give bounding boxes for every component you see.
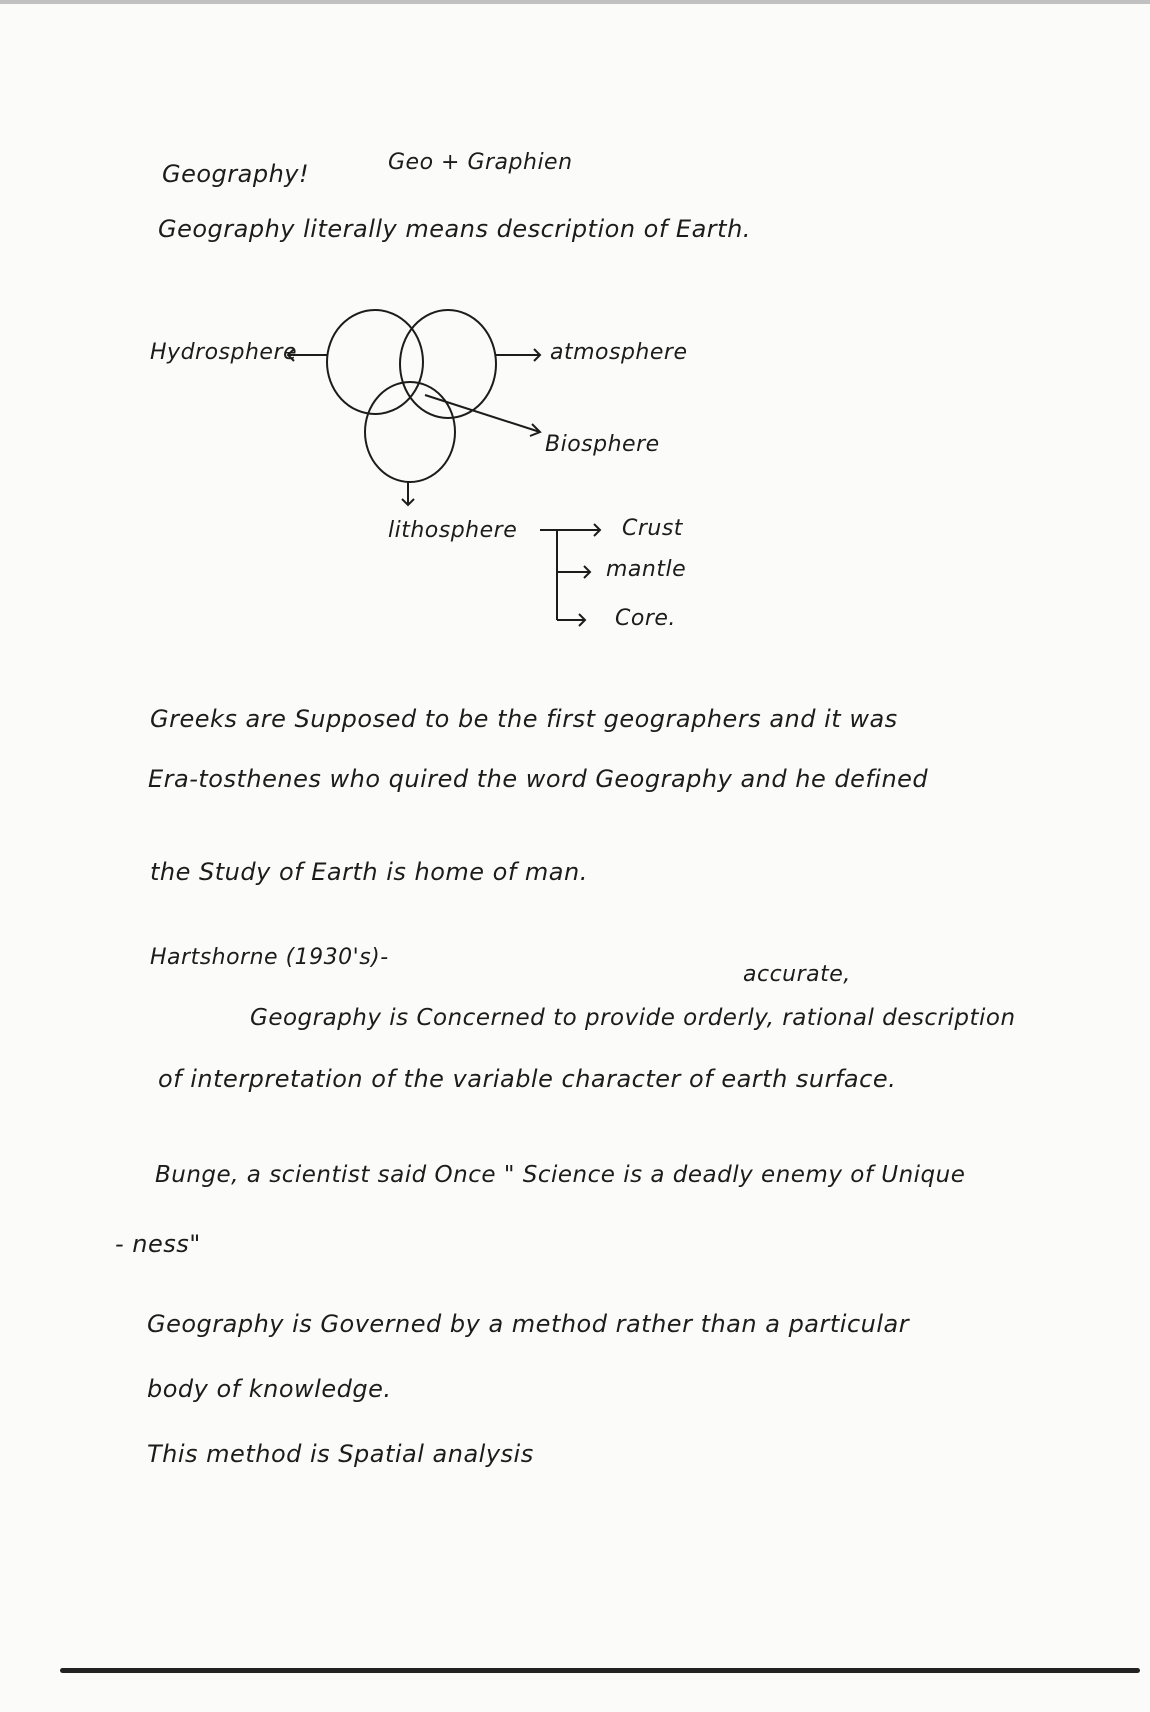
biosphere-label: Biosphere (545, 432, 660, 457)
lithosphere-label: lithosphere (388, 518, 518, 543)
hydrosphere-label: Hydrosphere (150, 340, 298, 365)
paragraph-line: Greeks are Supposed to be the first geographers and it was (150, 705, 898, 733)
hartshorne-heading: Hartshorne (1930's)- (150, 945, 389, 970)
insertion-note: accurate, (743, 962, 851, 987)
paragraph-line: Era-tosthenes who quired the word Geography and he defined (148, 765, 929, 793)
crust-label: Crust (622, 516, 683, 541)
method-line: Geography is Governed by a method rather than a particular (147, 1310, 910, 1338)
heading: Geography! (162, 160, 310, 188)
page-bottom-border (60, 1668, 1140, 1673)
hartshorne-quote-line: of interpretation of the variable character of earth surface. (158, 1065, 897, 1093)
mantle-label: mantle (606, 557, 687, 582)
method-line: body of knowledge. (147, 1375, 392, 1403)
hydrosphere-circle (327, 310, 423, 414)
etymology: Geo + Graphien (388, 150, 573, 175)
paragraph-line: the Study of Earth is home of man. (150, 858, 588, 886)
bunge-quote-line: - ness" (115, 1230, 201, 1258)
method-line: This method is Spatial analysis (147, 1440, 534, 1468)
atmosphere-label: atmosphere (550, 340, 688, 365)
definition: Geography literally means description of Earth. (158, 215, 751, 243)
core-label: Core. (615, 606, 676, 631)
bunge-quote-line: Bunge, a scientist said Once " Science is a deadly enemy of Unique (155, 1162, 966, 1188)
hartshorne-quote-line: Geography is Concerned to provide orderly, rational description (250, 1005, 1016, 1031)
